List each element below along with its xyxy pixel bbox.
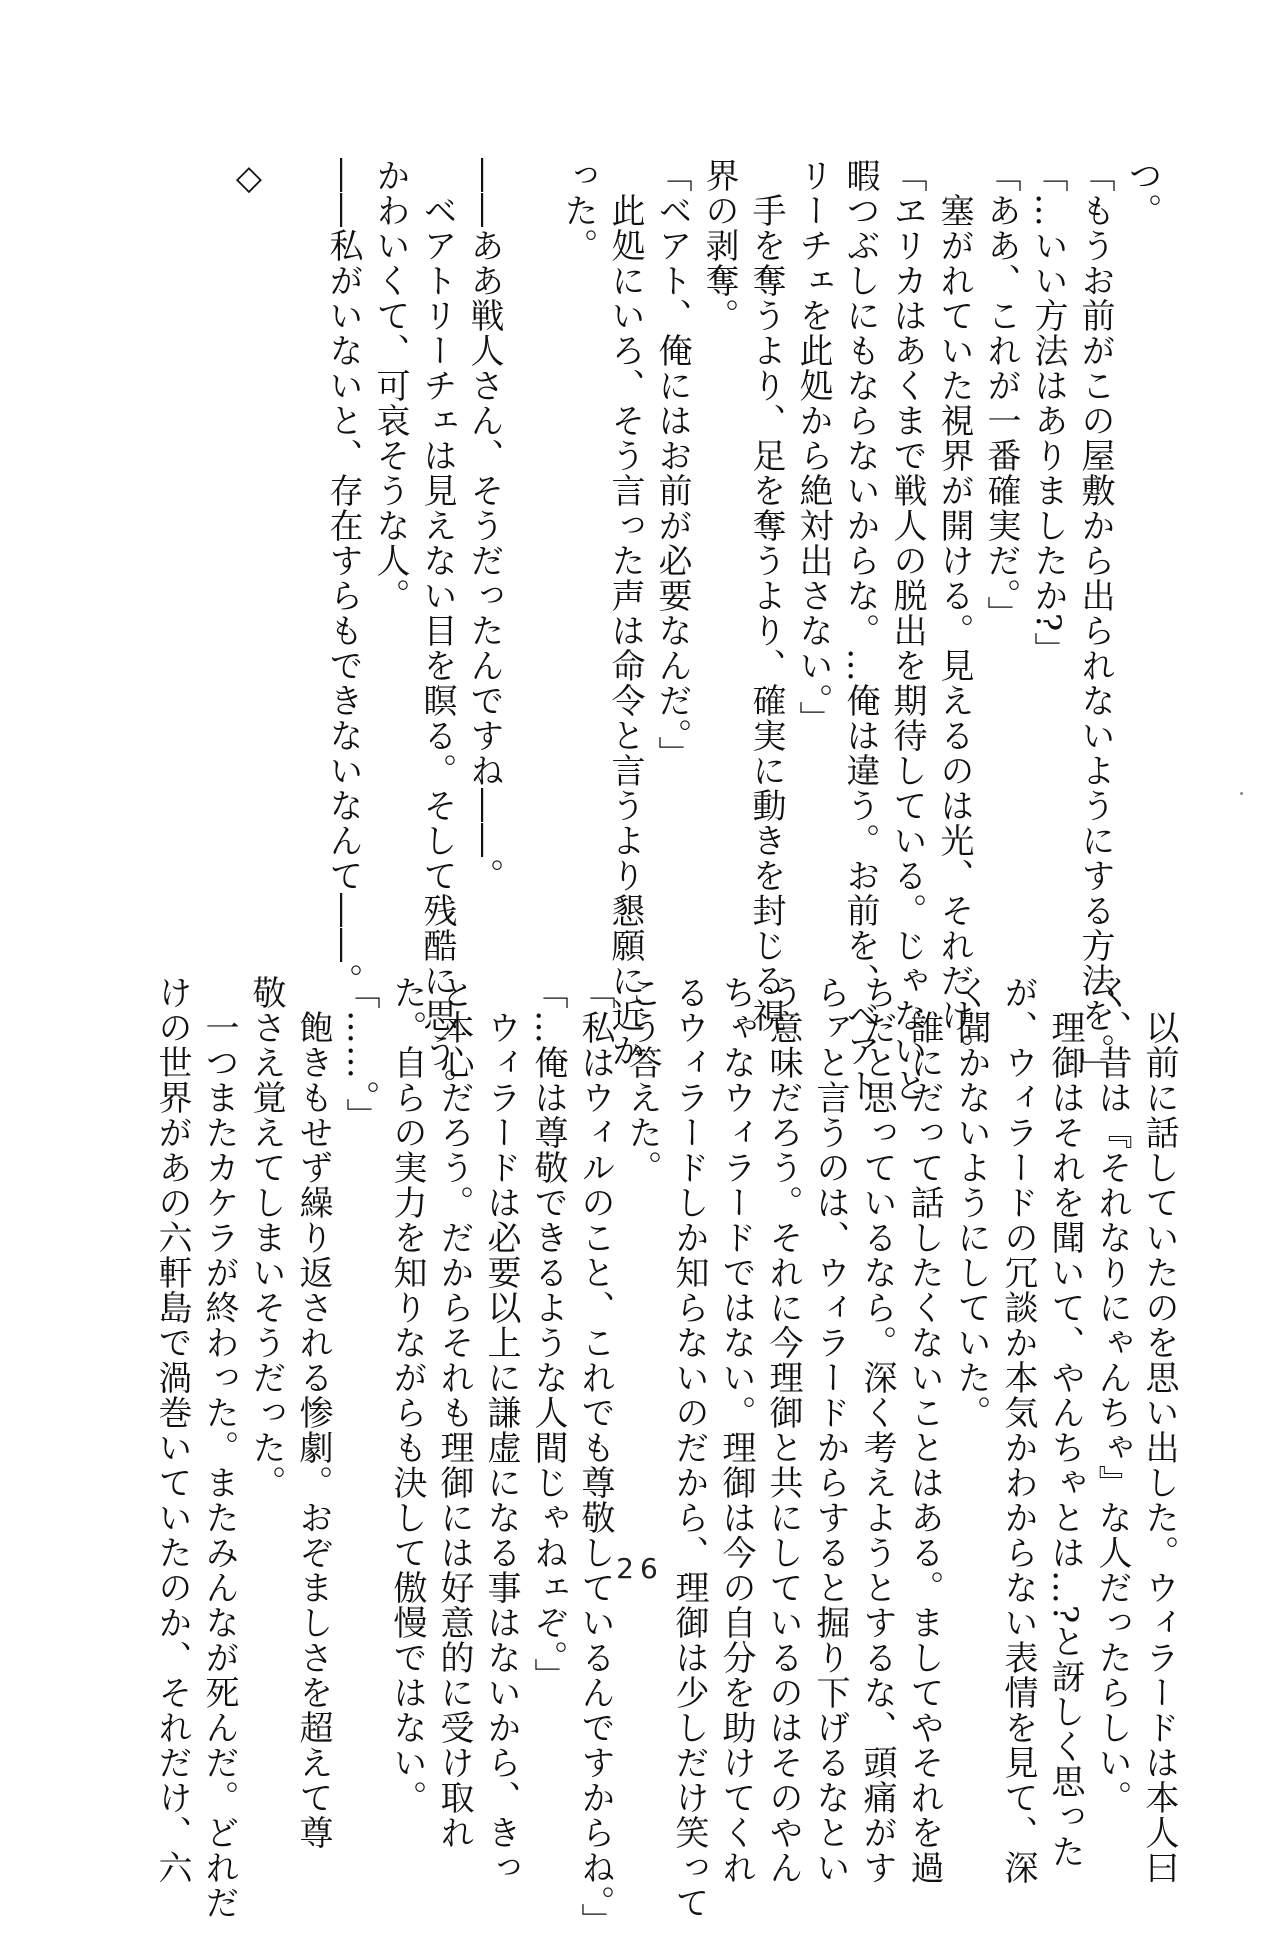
text-line: 「ベアト、俺にはお前が必要なんだ。」 bbox=[652, 158, 692, 771]
text-line: た。自らの実力を知りながらも決して傲慢ではない。 bbox=[387, 975, 427, 1815]
text-line: るウィラードしか知らないのだから、理御は少しだけ笑って bbox=[669, 975, 709, 1920]
text-line: ――私がいないと、存在すらもできないなんて――。 bbox=[323, 158, 363, 998]
text-line: う意味だろう。それに今理御と共にしているのはそのやん bbox=[763, 975, 803, 1885]
text-line: 暇つぶしにもならないからな。…俺は違う。お前を、ベアト bbox=[840, 158, 880, 1103]
text-line: く聞かないようにしていた。 bbox=[951, 975, 991, 1430]
text-line: かわいくて、可哀そうな人。 bbox=[370, 158, 410, 613]
text-line: った。 bbox=[558, 158, 598, 263]
text-line bbox=[507, 158, 554, 918]
text-line: 手を奪うより、足を奪うより、確実に動きを封じる視 bbox=[746, 158, 786, 1033]
text-line: 「……。」 bbox=[340, 975, 380, 1133]
text-line: つ。 bbox=[1122, 158, 1162, 228]
text-line: ――ああ戦人さん、そうだったんですね――。 bbox=[464, 158, 504, 893]
text-line: ちだと思っているなら。深く考えようとするな、頭痛がす bbox=[857, 975, 897, 1885]
text-line: 「ああ、これが一番確実だ。」 bbox=[981, 158, 1021, 631]
text-line: く、昔は『それなりにゃんちゃ』な人だったらしい。 bbox=[1092, 975, 1132, 1815]
text-line: 「ヱリカはあくまで戦人の脱出を期待している。じゃないと bbox=[887, 158, 927, 1103]
text-line: けの世界があの六軒島で渦巻いていたのか、それだけ、六 bbox=[152, 975, 192, 1885]
text-line: ウィラードは必要以上に謙虚になる事はないから、きっ bbox=[481, 975, 521, 1885]
text-line: こう答えた。 bbox=[622, 975, 662, 1185]
text-line: 「私はウィルのこと、これでも尊敬しているんですからね。」 bbox=[575, 975, 615, 1938]
text-line: と本心だろう。だからそれも理御には好意的に受け取れ bbox=[434, 975, 474, 1850]
text-line: 界の剥奪。 bbox=[699, 158, 739, 333]
text-line: 誰にだって話したくないことはある。ましてやそれを過 bbox=[904, 975, 944, 1885]
text-line: ちゃなウィラードではない。理御は今の自分を助けてくれ bbox=[716, 975, 756, 1885]
text-line: 「…俺は尊敬できるような人間じゃねェぞ。」 bbox=[528, 975, 568, 1693]
text-line: 「もうお前がこの屋敷から出られないようにする方法を。」 bbox=[1075, 158, 1115, 1086]
text-line: ベアトリーチェは見えない目を瞑る。そして残酷に思う。 bbox=[417, 158, 457, 1103]
text-line: 飽きもせず繰り返される惨劇。おぞましさを超えて尊 bbox=[293, 975, 333, 1850]
text-line: 塞がれていた視界が開ける。見えるのは光、それだけ。 bbox=[934, 158, 974, 1068]
text-line: 一つまたカケラが終わった。またみんなが死んだ。どれだ bbox=[199, 975, 239, 1920]
scan-speck bbox=[1240, 792, 1243, 795]
text-line: リーチェを此処から絶対出さない。」 bbox=[793, 158, 833, 736]
text-line: 理御はそれを聞いて、やんちゃとは…?と訝しく思った bbox=[1045, 975, 1085, 1870]
text-line: 「…いい方法はありましたか?」 bbox=[1028, 158, 1068, 668]
text-line: らァと言うのは、ウィラードからすると掘り下げるなとい bbox=[810, 975, 850, 1885]
text-line: 此処にいろ、そう言った声は命令と言うより懇願に近か bbox=[605, 158, 645, 1068]
page-number: 26 bbox=[616, 1552, 664, 1585]
text-line: 敬さえ覚えてしまいそうだった。 bbox=[246, 975, 286, 1500]
text-line: が、ウィラードの冗談か本気かわからない表情を見て、深 bbox=[998, 975, 1038, 1885]
text-line bbox=[272, 158, 319, 918]
text-line: 以前に話していたのを思い出した。ウィラードは本人曰 bbox=[1139, 975, 1179, 1885]
text-line: ◇ bbox=[229, 158, 269, 199]
